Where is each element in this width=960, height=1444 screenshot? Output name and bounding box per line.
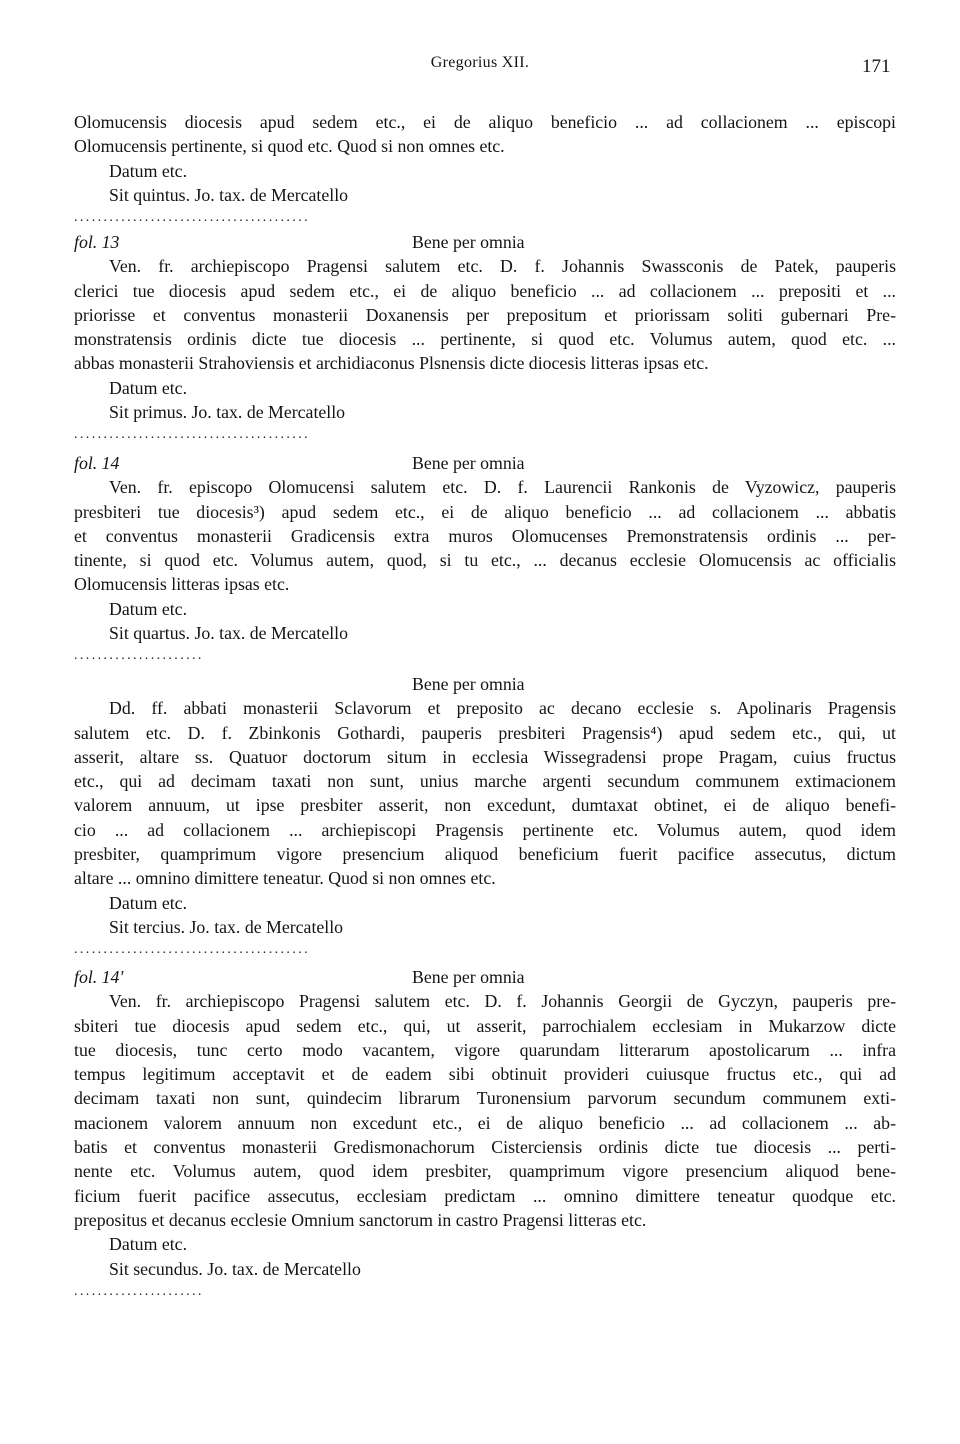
text-line: nente etc. Volumus autem, quod idem presbiter, quamprimum vigore presencium aliquod bene- xyxy=(74,1161,896,1182)
page-number: 171 xyxy=(862,56,891,77)
text-line: tinente, si quod etc. Volumus autem, quod, si tu etc., ... decanus ecclesie Olomucensis ac officialis xyxy=(74,550,896,571)
text-line: Olomucensis litteras ipsas etc. xyxy=(74,574,290,595)
datum-line: Datum etc. xyxy=(109,892,188,913)
text-line: clerici tue diocesis apud sedem etc., ei de aliquo beneficio ... ad collacionem ... prepositi et ... xyxy=(74,280,896,301)
text-line: macionem valorem annuum non excedunt etc., ei de aliquo beneficio ... ad collacionem ... ab- xyxy=(74,1112,896,1133)
rubric-label: Bene per omnia xyxy=(412,453,525,473)
datum-line: Datum etc. xyxy=(109,598,188,619)
separator-dots: ........................................ xyxy=(74,427,310,443)
text-line: Olomucensis pertinente, si quod etc. Quod si non omnes etc. xyxy=(74,136,505,157)
rubric-label: Bene per omnia xyxy=(412,674,525,694)
datum-line: Datum etc. xyxy=(109,1234,188,1255)
text-line: Dd. ff. abbati monasterii Sclavorum et preposito ac decano ecclesie s. Apolinaris Pragensis xyxy=(109,698,896,719)
folio-label: fol. 13 xyxy=(74,232,120,252)
running-header: Gregorius XII. xyxy=(430,54,530,71)
text-line: tempus legitimum acceptavit et de eadem sibi obtinuit provideri cuiusque fructus etc., qui ad xyxy=(74,1064,896,1085)
text-line: asserit, altare ss. Quatuor doctorum situm in ecclesia Wissegradensi prope Pragam, cuius fructus xyxy=(74,746,896,767)
folio-label: fol. 14 xyxy=(74,453,120,473)
text-line: abbas monasterii Strahoviensis et archidiaconus Plsnensis dicte diocesis litteras ipsas etc. xyxy=(74,353,709,374)
text-line: valorem annuum, ut ipse presbiter asserit, non excedunt, dumtaxat obtinet, ei de aliquo benefi- xyxy=(74,795,896,816)
text-line: etc., qui ad decimam taxati non sunt, unius marche argenti secundum communem extimacionem xyxy=(74,771,896,792)
text-line: Olomucensis diocesis apud sedem etc., ei de aliquo beneficio ... ad collacionem ... episcopi xyxy=(74,112,896,132)
text-line: monstratensis ordinis dicte tue diocesis ... pertinente, si quod etc. Volumus autem, quod etc. ... xyxy=(74,329,896,350)
entry-fol-13 xyxy=(74,230,896,446)
rubric-label: Bene per omnia xyxy=(412,232,525,252)
text-line: decimam taxati non sunt, quindecim librarum Turonensium parvorum secundum communem exti- xyxy=(74,1088,896,1109)
text-line: batis et conventus monasterii Gredismonachorum Cisterciensis ordinis dicte tue diocesis ... perti- xyxy=(74,1137,896,1158)
datum-line: Datum etc. xyxy=(109,160,188,181)
separator-dots: ...................... xyxy=(74,648,204,664)
text-line: Ven. fr. archiepiscopo Pragensi salutem etc. D. f. Johannis Swassconis de Patek, pauperis xyxy=(109,256,896,277)
entry-heading xyxy=(74,965,896,989)
text-line: priorisse et conventus monasterii Doxanensis per prepositum et priorissam soliti gubernari Pre- xyxy=(74,304,896,325)
text-line: ficium fuerit pacifice assecutus, ecclesiam predictam ... omnino dimittere teneatur quodque etc. xyxy=(74,1185,896,1206)
text-line: salutem etc. D. f. Zbinkonis Gothardi, pauperis presbiteri Pragensis⁴) apud sedem etc., qui, ut xyxy=(74,722,896,743)
sit-line: Sit tercius. Jo. tax. de Mercatello xyxy=(109,916,344,937)
entry-tercius xyxy=(74,672,896,961)
entry-fol-14 xyxy=(74,451,896,667)
text-line: Ven. fr. episcopo Olomucensi salutem etc. D. f. Laurencii Rankonis de Vyzowicz, pauperis xyxy=(109,477,896,498)
rubric-label: Bene per omnia xyxy=(412,967,525,987)
entry-quintus xyxy=(74,110,896,229)
text-line: altare ... omnino dimittere teneatur. Quod si non omnes etc. xyxy=(74,868,496,889)
datum-line: Datum etc. xyxy=(109,377,188,398)
text-line: presbiter, quamprimum vigore presencium aliquod beneficium fuerit pacifice assecutus, dictum xyxy=(74,844,896,865)
entry-heading xyxy=(74,451,896,475)
separator-dots: ........................................ xyxy=(74,942,310,958)
entry-heading xyxy=(74,672,896,696)
sit-line: Sit quintus. Jo. tax. de Mercatello xyxy=(109,184,349,205)
separator-dots: ...................... xyxy=(74,1283,204,1299)
sit-line: Sit quartus. Jo. tax. de Mercatello xyxy=(109,623,349,644)
text-line: cio ... ad collacionem ... archiepiscopi Pragensis pertinente etc. Volumus autem, quod idem xyxy=(74,819,896,840)
entry-heading xyxy=(74,230,896,254)
entry-fol-14v xyxy=(74,965,896,1303)
text-line: prepositus et decanus ecclesie Omnium sanctorum in castro Pragensi litteras etc. xyxy=(74,1209,647,1230)
text-line: tue diocesis, tunc certo modo vacantem, vigore quarundam litterarum apostolicarum ... infra xyxy=(74,1039,896,1060)
folio-label: fol. 14' xyxy=(74,967,124,987)
sit-line: Sit secundus. Jo. tax. de Mercatello xyxy=(109,1258,361,1279)
text-line: sbiteri tue diocesis apud sedem etc., qui, ut asserit, parrochialem ecclesiam in Mukarzow dicte xyxy=(74,1015,896,1036)
separator-dots: ........................................ xyxy=(74,210,310,226)
text-line: et conventus monasterii Gradicensis extra muros Olomucenses Premonstratensis ordinis ... per- xyxy=(74,525,896,546)
text-line: presbiteri tue diocesis³) apud sedem etc., ei de aliquo beneficio ... ad collacionem ... abbatis xyxy=(74,501,896,522)
text-line: Ven. fr. archiepiscopo Pragensi salutem etc. D. f. Johannis Georgii de Gyczyn, pauperis pre- xyxy=(109,991,896,1012)
sit-line: Sit primus. Jo. tax. de Mercatello xyxy=(109,402,346,423)
